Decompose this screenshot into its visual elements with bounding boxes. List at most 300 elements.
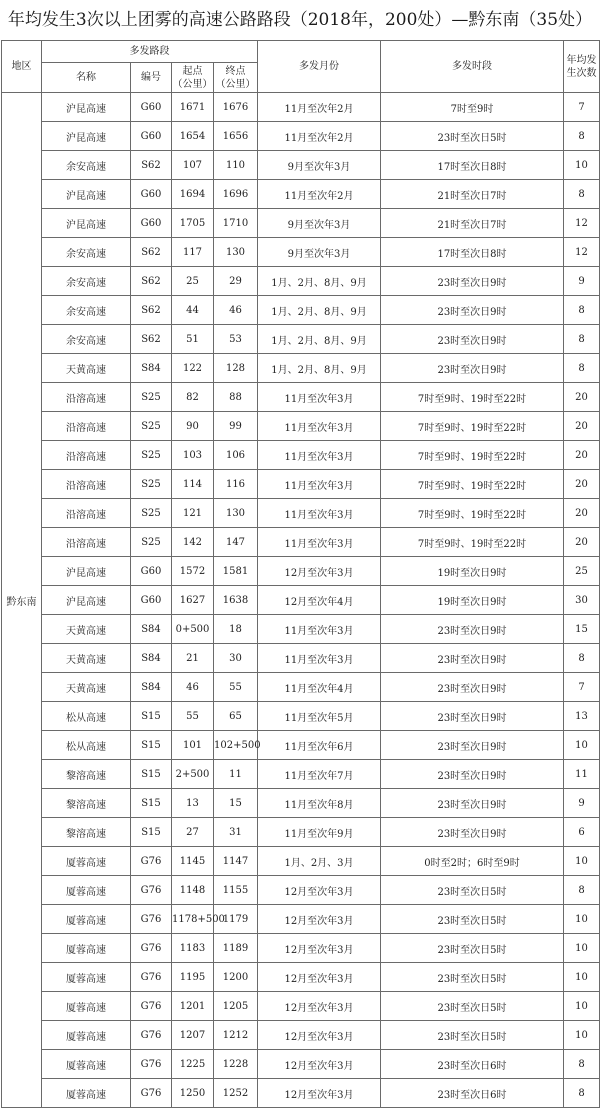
cell-code: S84 xyxy=(131,354,172,383)
cell-code: G76 xyxy=(131,934,172,963)
cell-start-km: 1178+500 xyxy=(172,905,214,934)
table-row xyxy=(2,702,600,731)
cell-count: 8 xyxy=(564,122,600,151)
table-row xyxy=(2,238,600,267)
table-row xyxy=(2,267,600,296)
cell-months: 11月至次年8月 xyxy=(258,789,381,818)
cell-hours: 23时至次日5时 xyxy=(381,934,564,963)
cell-start-km: 21 xyxy=(172,644,214,673)
cell-count: 11 xyxy=(564,760,600,789)
header-count-line1: 年均发 xyxy=(566,54,597,66)
cell-hours: 7时至9时、19时至22时 xyxy=(381,528,564,557)
cell-code: G76 xyxy=(131,847,172,876)
cell-months: 11月至次年2月 xyxy=(258,122,381,151)
cell-name: 黎溶高速 xyxy=(42,789,131,818)
cell-hours: 23时至次日9时 xyxy=(381,731,564,760)
cell-name: 沪昆高速 xyxy=(42,586,131,615)
table-row xyxy=(2,151,600,180)
fog-sections-table xyxy=(1,40,600,1108)
cell-end-km: 147 xyxy=(214,528,258,557)
cell-hours: 23时至次日5时 xyxy=(381,122,564,151)
cell-months: 1月、2月、8月、9月 xyxy=(258,325,381,354)
cell-end-km: 99 xyxy=(214,412,258,441)
cell-months: 11月至次年2月 xyxy=(258,93,381,122)
cell-code: S84 xyxy=(131,615,172,644)
cell-end-km: 1179 xyxy=(214,905,258,934)
cell-months: 12月至次年3月 xyxy=(258,963,381,992)
cell-start-km: 1148 xyxy=(172,876,214,905)
cell-name: 余安高速 xyxy=(42,325,131,354)
table-row xyxy=(2,847,600,876)
cell-region: 黔东南 xyxy=(2,93,42,1108)
cell-start-km: 46 xyxy=(172,673,214,702)
cell-end-km: 1696 xyxy=(214,180,258,209)
cell-start-km: 1654 xyxy=(172,122,214,151)
header-start xyxy=(172,63,214,93)
cell-start-km: 114 xyxy=(172,470,214,499)
table-row xyxy=(2,992,600,1021)
cell-hours: 7时至9时、19时至22时 xyxy=(381,441,564,470)
cell-hours: 19时至次日9时 xyxy=(381,586,564,615)
cell-code: G76 xyxy=(131,963,172,992)
cell-end-km: 53 xyxy=(214,325,258,354)
cell-months: 11月至次年3月 xyxy=(258,383,381,412)
cell-count: 12 xyxy=(564,238,600,267)
cell-name: 余安高速 xyxy=(42,238,131,267)
table-row xyxy=(2,760,600,789)
cell-count: 10 xyxy=(564,847,600,876)
cell-hours: 23时至次日5时 xyxy=(381,963,564,992)
cell-start-km: 1627 xyxy=(172,586,214,615)
cell-hours: 23时至次日5时 xyxy=(381,905,564,934)
cell-months: 9月至次年3月 xyxy=(258,151,381,180)
cell-start-km: 13 xyxy=(172,789,214,818)
cell-name: 沿溶高速 xyxy=(42,528,131,557)
cell-count: 13 xyxy=(564,702,600,731)
cell-name: 天黄高速 xyxy=(42,615,131,644)
cell-months: 9月至次年3月 xyxy=(258,238,381,267)
cell-count: 8 xyxy=(564,296,600,325)
cell-code: S25 xyxy=(131,470,172,499)
table-row xyxy=(2,934,600,963)
cell-end-km: 102+500 xyxy=(214,731,258,760)
table-row xyxy=(2,644,600,673)
cell-hours: 23时至次日9时 xyxy=(381,673,564,702)
cell-hours: 19时至次日9时 xyxy=(381,557,564,586)
table-row xyxy=(2,93,600,122)
cell-start-km: 1694 xyxy=(172,180,214,209)
cell-code: G76 xyxy=(131,1050,172,1079)
cell-code: S84 xyxy=(131,673,172,702)
cell-count: 20 xyxy=(564,383,600,412)
cell-hours: 23时至次日5时 xyxy=(381,876,564,905)
cell-code: G60 xyxy=(131,586,172,615)
table-row xyxy=(2,528,600,557)
cell-count: 25 xyxy=(564,557,600,586)
cell-count: 8 xyxy=(564,644,600,673)
cell-name: 厦蓉高速 xyxy=(42,1021,131,1050)
cell-start-km: 27 xyxy=(172,818,214,847)
cell-end-km: 110 xyxy=(214,151,258,180)
cell-hours: 7时至9时 xyxy=(381,93,564,122)
cell-start-km: 107 xyxy=(172,151,214,180)
cell-count: 10 xyxy=(564,731,600,760)
cell-name: 沿溶高速 xyxy=(42,499,131,528)
cell-name: 天黄高速 xyxy=(42,354,131,383)
cell-code: S62 xyxy=(131,296,172,325)
cell-count: 20 xyxy=(564,441,600,470)
cell-name: 厦蓉高速 xyxy=(42,876,131,905)
cell-end-km: 31 xyxy=(214,818,258,847)
cell-name: 天黄高速 xyxy=(42,644,131,673)
header-section-group: 多发路段 xyxy=(42,41,258,63)
cell-end-km: 29 xyxy=(214,267,258,296)
cell-code: S25 xyxy=(131,441,172,470)
cell-months: 11月至次年3月 xyxy=(258,441,381,470)
table-row xyxy=(2,296,600,325)
cell-end-km: 1205 xyxy=(214,992,258,1021)
cell-code: G60 xyxy=(131,180,172,209)
cell-code: G76 xyxy=(131,905,172,934)
cell-end-km: 1638 xyxy=(214,586,258,615)
cell-hours: 7时至9时、19时至22时 xyxy=(381,383,564,412)
cell-code: S15 xyxy=(131,818,172,847)
cell-start-km: 1195 xyxy=(172,963,214,992)
cell-start-km: 1572 xyxy=(172,557,214,586)
cell-hours: 23时至次日9时 xyxy=(381,644,564,673)
cell-name: 余安高速 xyxy=(42,267,131,296)
cell-hours: 23时至次日9时 xyxy=(381,818,564,847)
cell-code: S15 xyxy=(131,702,172,731)
cell-name: 厦蓉高速 xyxy=(42,963,131,992)
header-months: 多发月份 xyxy=(258,41,381,93)
cell-start-km: 1201 xyxy=(172,992,214,1021)
table-row xyxy=(2,470,600,499)
cell-count: 8 xyxy=(564,325,600,354)
cell-name: 沿溶高速 xyxy=(42,441,131,470)
cell-count: 15 xyxy=(564,615,600,644)
cell-count: 10 xyxy=(564,992,600,1021)
cell-count: 8 xyxy=(564,180,600,209)
cell-name: 余安高速 xyxy=(42,151,131,180)
cell-hours: 7时至9时、19时至22时 xyxy=(381,470,564,499)
cell-hours: 7时至9时、19时至22时 xyxy=(381,412,564,441)
cell-name: 松从高速 xyxy=(42,702,131,731)
cell-end-km: 1581 xyxy=(214,557,258,586)
cell-code: S62 xyxy=(131,238,172,267)
header-code: 编号 xyxy=(131,63,172,93)
cell-months: 12月至次年3月 xyxy=(258,876,381,905)
table-row xyxy=(2,180,600,209)
cell-end-km: 88 xyxy=(214,383,258,412)
header-start-line2: （公里） xyxy=(172,78,213,90)
cell-code: S25 xyxy=(131,383,172,412)
cell-end-km: 1189 xyxy=(214,934,258,963)
cell-end-km: 1147 xyxy=(214,847,258,876)
table-body xyxy=(2,93,600,1108)
cell-name: 厦蓉高速 xyxy=(42,1079,131,1108)
cell-code: S15 xyxy=(131,789,172,818)
cell-name: 沪昆高速 xyxy=(42,557,131,586)
table-header xyxy=(2,41,600,93)
cell-months: 11月至次年2月 xyxy=(258,180,381,209)
cell-end-km: 18 xyxy=(214,615,258,644)
cell-end-km: 128 xyxy=(214,354,258,383)
table-row xyxy=(2,963,600,992)
header-count-line2: 生次数 xyxy=(566,67,597,79)
cell-start-km: 1145 xyxy=(172,847,214,876)
cell-months: 12月至次年3月 xyxy=(258,905,381,934)
cell-months: 11月至次年7月 xyxy=(258,760,381,789)
cell-start-km: 51 xyxy=(172,325,214,354)
cell-count: 10 xyxy=(564,934,600,963)
cell-months: 1月、2月、8月、9月 xyxy=(258,354,381,383)
cell-count: 20 xyxy=(564,499,600,528)
cell-name: 沪昆高速 xyxy=(42,122,131,151)
table-row xyxy=(2,731,600,760)
cell-hours: 23时至次日5时 xyxy=(381,1021,564,1050)
cell-code: G60 xyxy=(131,557,172,586)
cell-name: 黎溶高速 xyxy=(42,760,131,789)
cell-code: G60 xyxy=(131,209,172,238)
cell-name: 厦蓉高速 xyxy=(42,1050,131,1079)
cell-code: G76 xyxy=(131,876,172,905)
cell-hours: 23时至次日9时 xyxy=(381,760,564,789)
cell-code: S62 xyxy=(131,267,172,296)
cell-start-km: 82 xyxy=(172,383,214,412)
cell-months: 11月至次年3月 xyxy=(258,644,381,673)
cell-name: 黎溶高速 xyxy=(42,818,131,847)
cell-hours: 17时至次日8时 xyxy=(381,151,564,180)
header-name: 名称 xyxy=(42,63,131,93)
cell-months: 11月至次年3月 xyxy=(258,470,381,499)
cell-end-km: 1710 xyxy=(214,209,258,238)
header-end xyxy=(214,63,258,93)
cell-start-km: 1705 xyxy=(172,209,214,238)
cell-count: 10 xyxy=(564,963,600,992)
cell-name: 沪昆高速 xyxy=(42,180,131,209)
cell-code: S15 xyxy=(131,760,172,789)
cell-hours: 23时至次日9时 xyxy=(381,325,564,354)
cell-start-km: 117 xyxy=(172,238,214,267)
cell-end-km: 1155 xyxy=(214,876,258,905)
cell-name: 沿溶高速 xyxy=(42,412,131,441)
cell-end-km: 1228 xyxy=(214,1050,258,1079)
cell-hours: 23时至次日9时 xyxy=(381,789,564,818)
cell-count: 6 xyxy=(564,818,600,847)
table-row xyxy=(2,325,600,354)
header-region: 地区 xyxy=(2,41,42,93)
cell-hours: 23时至次日6时 xyxy=(381,1079,564,1108)
cell-months: 1月、2月、3月 xyxy=(258,847,381,876)
cell-months: 11月至次年3月 xyxy=(258,528,381,557)
cell-months: 1月、2月、8月、9月 xyxy=(258,267,381,296)
cell-end-km: 15 xyxy=(214,789,258,818)
table-row xyxy=(2,876,600,905)
cell-hours: 23时至次日9时 xyxy=(381,296,564,325)
cell-code: S25 xyxy=(131,528,172,557)
cell-count: 8 xyxy=(564,1079,600,1108)
cell-name: 沿溶高速 xyxy=(42,383,131,412)
cell-months: 12月至次年3月 xyxy=(258,557,381,586)
cell-start-km: 142 xyxy=(172,528,214,557)
cell-months: 12月至次年4月 xyxy=(258,586,381,615)
table-row xyxy=(2,209,600,238)
cell-start-km: 2+500 xyxy=(172,760,214,789)
cell-months: 12月至次年3月 xyxy=(258,992,381,1021)
header-end-line1: 终点 xyxy=(225,65,246,77)
table-row xyxy=(2,354,600,383)
header-end-line2: （公里） xyxy=(215,78,256,90)
cell-count: 20 xyxy=(564,528,600,557)
table-row xyxy=(2,789,600,818)
cell-start-km: 121 xyxy=(172,499,214,528)
cell-hours: 23时至次日9时 xyxy=(381,354,564,383)
cell-months: 9月至次年3月 xyxy=(258,209,381,238)
cell-count: 9 xyxy=(564,789,600,818)
cell-code: S62 xyxy=(131,325,172,354)
cell-months: 11月至次年4月 xyxy=(258,673,381,702)
header-hours: 多发时段 xyxy=(381,41,564,93)
cell-end-km: 30 xyxy=(214,644,258,673)
cell-count: 7 xyxy=(564,93,600,122)
cell-count: 8 xyxy=(564,876,600,905)
cell-count: 10 xyxy=(564,905,600,934)
cell-hours: 21时至次日7时 xyxy=(381,209,564,238)
cell-code: G76 xyxy=(131,1079,172,1108)
cell-end-km: 55 xyxy=(214,673,258,702)
cell-end-km: 1676 xyxy=(214,93,258,122)
cell-months: 12月至次年3月 xyxy=(258,1021,381,1050)
table-row xyxy=(2,615,600,644)
cell-months: 11月至次年6月 xyxy=(258,731,381,760)
cell-count: 20 xyxy=(564,470,600,499)
cell-end-km: 116 xyxy=(214,470,258,499)
cell-end-km: 106 xyxy=(214,441,258,470)
cell-code: G76 xyxy=(131,1021,172,1050)
cell-start-km: 1671 xyxy=(172,93,214,122)
cell-end-km: 1252 xyxy=(214,1079,258,1108)
cell-count: 7 xyxy=(564,673,600,702)
cell-start-km: 90 xyxy=(172,412,214,441)
cell-code: S15 xyxy=(131,731,172,760)
cell-code: G76 xyxy=(131,992,172,1021)
cell-count: 12 xyxy=(564,209,600,238)
cell-months: 11月至次年3月 xyxy=(258,499,381,528)
table-row xyxy=(2,441,600,470)
cell-hours: 7时至9时、19时至22时 xyxy=(381,499,564,528)
cell-name: 厦蓉高速 xyxy=(42,847,131,876)
cell-hours: 23时至次日9时 xyxy=(381,702,564,731)
cell-end-km: 1212 xyxy=(214,1021,258,1050)
cell-count: 8 xyxy=(564,354,600,383)
cell-hours: 23时至次日9时 xyxy=(381,267,564,296)
cell-name: 沿溶高速 xyxy=(42,470,131,499)
cell-hours: 0时至2时；6时至9时 xyxy=(381,847,564,876)
cell-end-km: 130 xyxy=(214,238,258,267)
cell-count: 8 xyxy=(564,1050,600,1079)
cell-months: 11月至次年3月 xyxy=(258,615,381,644)
cell-end-km: 46 xyxy=(214,296,258,325)
cell-count: 10 xyxy=(564,151,600,180)
table-row xyxy=(2,383,600,412)
cell-name: 天黄高速 xyxy=(42,673,131,702)
table-row xyxy=(2,1079,600,1108)
cell-code: S25 xyxy=(131,412,172,441)
table-row xyxy=(2,586,600,615)
cell-months: 11月至次年5月 xyxy=(258,702,381,731)
cell-start-km: 1207 xyxy=(172,1021,214,1050)
cell-name: 余安高速 xyxy=(42,296,131,325)
cell-end-km: 130 xyxy=(214,499,258,528)
cell-name: 沪昆高速 xyxy=(42,93,131,122)
table-row xyxy=(2,499,600,528)
cell-start-km: 0+500 xyxy=(172,615,214,644)
table-row xyxy=(2,412,600,441)
cell-hours: 23时至次日9时 xyxy=(381,615,564,644)
cell-start-km: 44 xyxy=(172,296,214,325)
cell-months: 12月至次年3月 xyxy=(258,1079,381,1108)
cell-end-km: 1200 xyxy=(214,963,258,992)
header-count xyxy=(564,41,600,93)
cell-start-km: 101 xyxy=(172,731,214,760)
cell-code: S84 xyxy=(131,644,172,673)
cell-start-km: 1250 xyxy=(172,1079,214,1108)
table-row xyxy=(2,1050,600,1079)
cell-start-km: 1225 xyxy=(172,1050,214,1079)
cell-months: 12月至次年3月 xyxy=(258,934,381,963)
cell-name: 厦蓉高速 xyxy=(42,905,131,934)
cell-count: 30 xyxy=(564,586,600,615)
cell-start-km: 1183 xyxy=(172,934,214,963)
cell-code: S25 xyxy=(131,499,172,528)
cell-name: 厦蓉高速 xyxy=(42,992,131,1021)
cell-name: 沪昆高速 xyxy=(42,209,131,238)
table-row xyxy=(2,122,600,151)
cell-count: 10 xyxy=(564,1021,600,1050)
cell-end-km: 1656 xyxy=(214,122,258,151)
cell-count: 20 xyxy=(564,412,600,441)
table-row xyxy=(2,905,600,934)
cell-name: 厦蓉高速 xyxy=(42,934,131,963)
page-title: 年均发生3次以上团雾的高速公路路段（2018年，200处）—黔东南（35处） xyxy=(7,10,593,30)
cell-hours: 17时至次日8时 xyxy=(381,238,564,267)
cell-code: S62 xyxy=(131,151,172,180)
cell-end-km: 65 xyxy=(214,702,258,731)
cell-count: 9 xyxy=(564,267,600,296)
cell-start-km: 25 xyxy=(172,267,214,296)
header-start-line1: 起点 xyxy=(182,65,203,77)
table-row xyxy=(2,673,600,702)
cell-start-km: 103 xyxy=(172,441,214,470)
cell-code: G60 xyxy=(131,122,172,151)
cell-code: G60 xyxy=(131,93,172,122)
table-row xyxy=(2,557,600,586)
cell-hours: 21时至次日7时 xyxy=(381,180,564,209)
cell-months: 11月至次年9月 xyxy=(258,818,381,847)
cell-months: 11月至次年3月 xyxy=(258,412,381,441)
cell-name: 松从高速 xyxy=(42,731,131,760)
cell-months: 1月、2月、8月、9月 xyxy=(258,296,381,325)
cell-end-km: 11 xyxy=(214,760,258,789)
cell-start-km: 122 xyxy=(172,354,214,383)
cell-hours: 23时至次日6时 xyxy=(381,1050,564,1079)
cell-hours: 23时至次日5时 xyxy=(381,992,564,1021)
cell-start-km: 55 xyxy=(172,702,214,731)
table-row xyxy=(2,818,600,847)
cell-months: 12月至次年3月 xyxy=(258,1050,381,1079)
table-row xyxy=(2,1021,600,1050)
